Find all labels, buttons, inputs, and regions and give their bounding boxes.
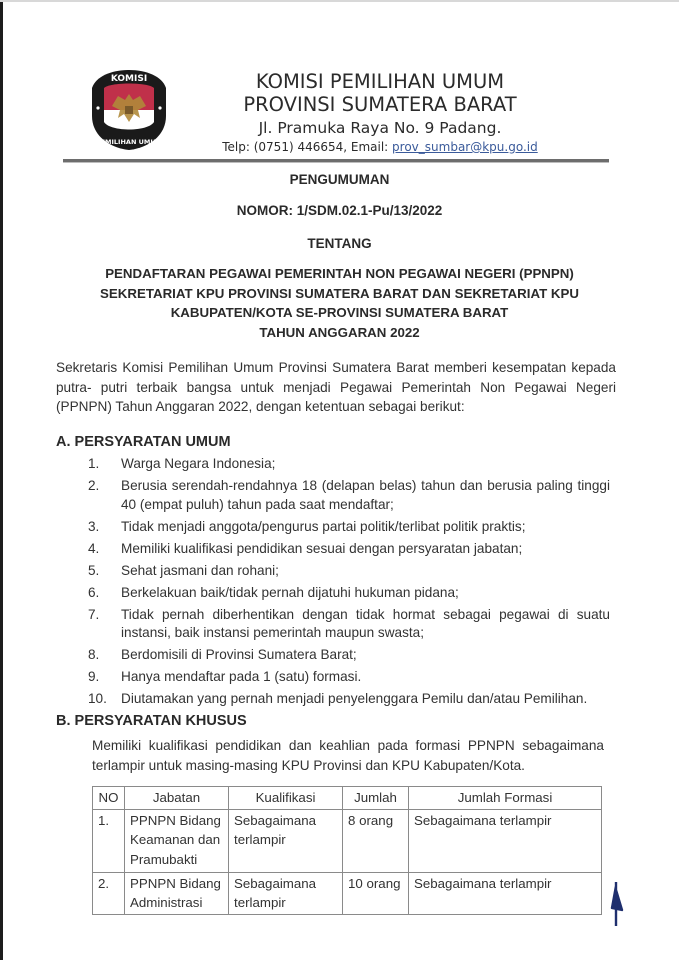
kpu-logo-icon [88, 66, 170, 152]
cell-kualifikasi: Sebagaimana terlampir [229, 809, 343, 872]
list-item [88, 668, 610, 687]
cell-no: 2. [93, 872, 125, 914]
announcement-type: PENGUMUMAN [289, 172, 390, 187]
page-top-edge [0, 0, 679, 2]
list-text: Tidak pernah diberhentikan dengan tidak hormat sebagai pegawai di suatu instansi, baik instansi pemerintah maupun swasta; [121, 606, 610, 640]
logo-top-text: KOMISI [110, 74, 148, 84]
list-text: Berkelakuan baik/tidak pernah dijatuhi hukuman pidana; [121, 584, 459, 600]
list-item [88, 646, 610, 665]
cell-kualifikasi: Sebagaimana terlampir [229, 872, 343, 914]
section-b-title: B. PERSYARATAN KHUSUS [56, 713, 247, 729]
cell-jumlah: 8 orang [343, 809, 409, 872]
letterhead-divider [63, 159, 609, 163]
header-jabatan: Jabatan [125, 787, 229, 810]
list-item [88, 584, 610, 603]
table-row [93, 809, 602, 872]
header-jumlah: Jumlah [343, 787, 409, 810]
cell-jumlah-formasi: Sebagaimana terlampir [409, 872, 602, 914]
email-link[interactable]: prov_sumbar@kpu.go.id [392, 140, 538, 154]
org-contact [200, 139, 560, 155]
cell-jumlah-formasi: Sebagaimana terlampir [409, 809, 602, 872]
title-line: SEKRETARIAT KPU PROVINSI SUMATERA BARAT DAN SEKRETARIAT KPU [100, 285, 579, 301]
header-kualifikasi: Kualifikasi [229, 787, 343, 810]
list-number: 8. [88, 647, 100, 662]
list-text: Hanya mendaftar pada 1 (satu) formasi. [121, 669, 362, 684]
list-text: Memiliki kualifikasi pendidikan sesuai dengan persyaratan jabatan; [121, 540, 523, 556]
announcement-number: NOMOR: 1/SDM.02.1-Pu/13/2022 [236, 203, 443, 218]
cell-jumlah: 10 orang [343, 872, 409, 914]
title-line: PENDAFTARAN PEGAWAI PEMERINTAH NON PEGAWAI NEGERI (PPNPN) [105, 266, 574, 281]
org-province: PROVINSI SUMATERA BARAT [243, 93, 517, 116]
page-left-edge [0, 0, 3, 960]
table-header-row [93, 787, 602, 810]
special-requirements-text: Memiliki kualifikasi pendidikan dan keahlian pada formasi PPNPN sebagaimana terlampir untuk masing-masing KPU Provinsi dan KPU Kabupaten/Kota. [92, 738, 604, 773]
general-requirements-list [88, 455, 610, 712]
contact-phone: Telp: (0751) 446654, Email: [222, 140, 393, 154]
title-line: TAHUN ANGGARAN 2022 [259, 324, 420, 340]
cell-no: 1. [93, 809, 125, 872]
header-no: NO [93, 787, 125, 810]
list-item [88, 477, 610, 514]
list-item [88, 540, 610, 559]
org-address: Jl. Pramuka Raya No. 9 Padang. [258, 119, 502, 137]
list-number: 5. [88, 562, 100, 578]
org-name: KOMISI PEMILIHAN UMUM [255, 70, 505, 93]
list-number: 2. [88, 478, 100, 493]
list-item [88, 455, 610, 474]
list-text: Sehat jasmani dan rohani; [121, 562, 279, 578]
list-number: 3. [88, 518, 100, 534]
list-number: 6. [88, 584, 100, 600]
formation-table [92, 786, 602, 915]
list-text: Tidak menjadi anggota/pengurus partai politik/terlibat politik praktis; [121, 518, 526, 534]
title-line: KABUPATEN/KOTA SE-PROVINSI SUMATERA BARAT [170, 305, 509, 320]
list-number: 4. [88, 540, 100, 556]
list-item [88, 606, 610, 643]
cell-jabatan: PPNPN Bidang Keamanan dan Pramubakti [125, 809, 229, 872]
header-jumlah-formasi: Jumlah Formasi [409, 787, 602, 810]
announcement-about: TENTANG [307, 236, 372, 251]
list-number: 1. [88, 456, 100, 471]
signature-initial-icon [606, 878, 636, 938]
cell-jabatan: PPNPN Bidang Administrasi [125, 872, 229, 914]
list-text: Diutamakan yang pernah menjadi penyelenggara Pemilu dan/atau Pemilihan. [121, 691, 588, 706]
list-item [88, 562, 610, 581]
announcement-title [0, 264, 679, 342]
logo-bottom-text: PEMILIHAN UMUM [95, 138, 163, 146]
letterhead [200, 70, 560, 155]
intro-paragraph: Sekretaris Komisi Pemilihan Umum Provinsi Sumatera Barat memberi kesempatan kepada putra- putri terbaik bangsa untuk menjadi Pegawai Pemerintah Non Pegawai Negeri (PPNPN) Tahun Anggaran 2022, dengan ketentuan sebagai berikut: [56, 360, 616, 414]
section-a-title: A. PERSYARATAN UMUM [56, 434, 231, 450]
list-text: Berdomisili di Provinsi Sumatera Barat; [121, 647, 357, 662]
list-text: Berusia serendah-rendahnya 18 (delapan belas) tahun dan berusia paling tinggi 40 (empat puluh) tahun pada saat mendaftar; [121, 478, 610, 512]
list-item [88, 518, 610, 537]
table-row [93, 872, 602, 914]
list-number: 10. [88, 691, 107, 706]
list-item [88, 690, 610, 709]
list-text: Warga Negara Indonesia; [121, 456, 276, 471]
list-number: 7. [88, 606, 100, 622]
list-number: 9. [88, 669, 100, 684]
